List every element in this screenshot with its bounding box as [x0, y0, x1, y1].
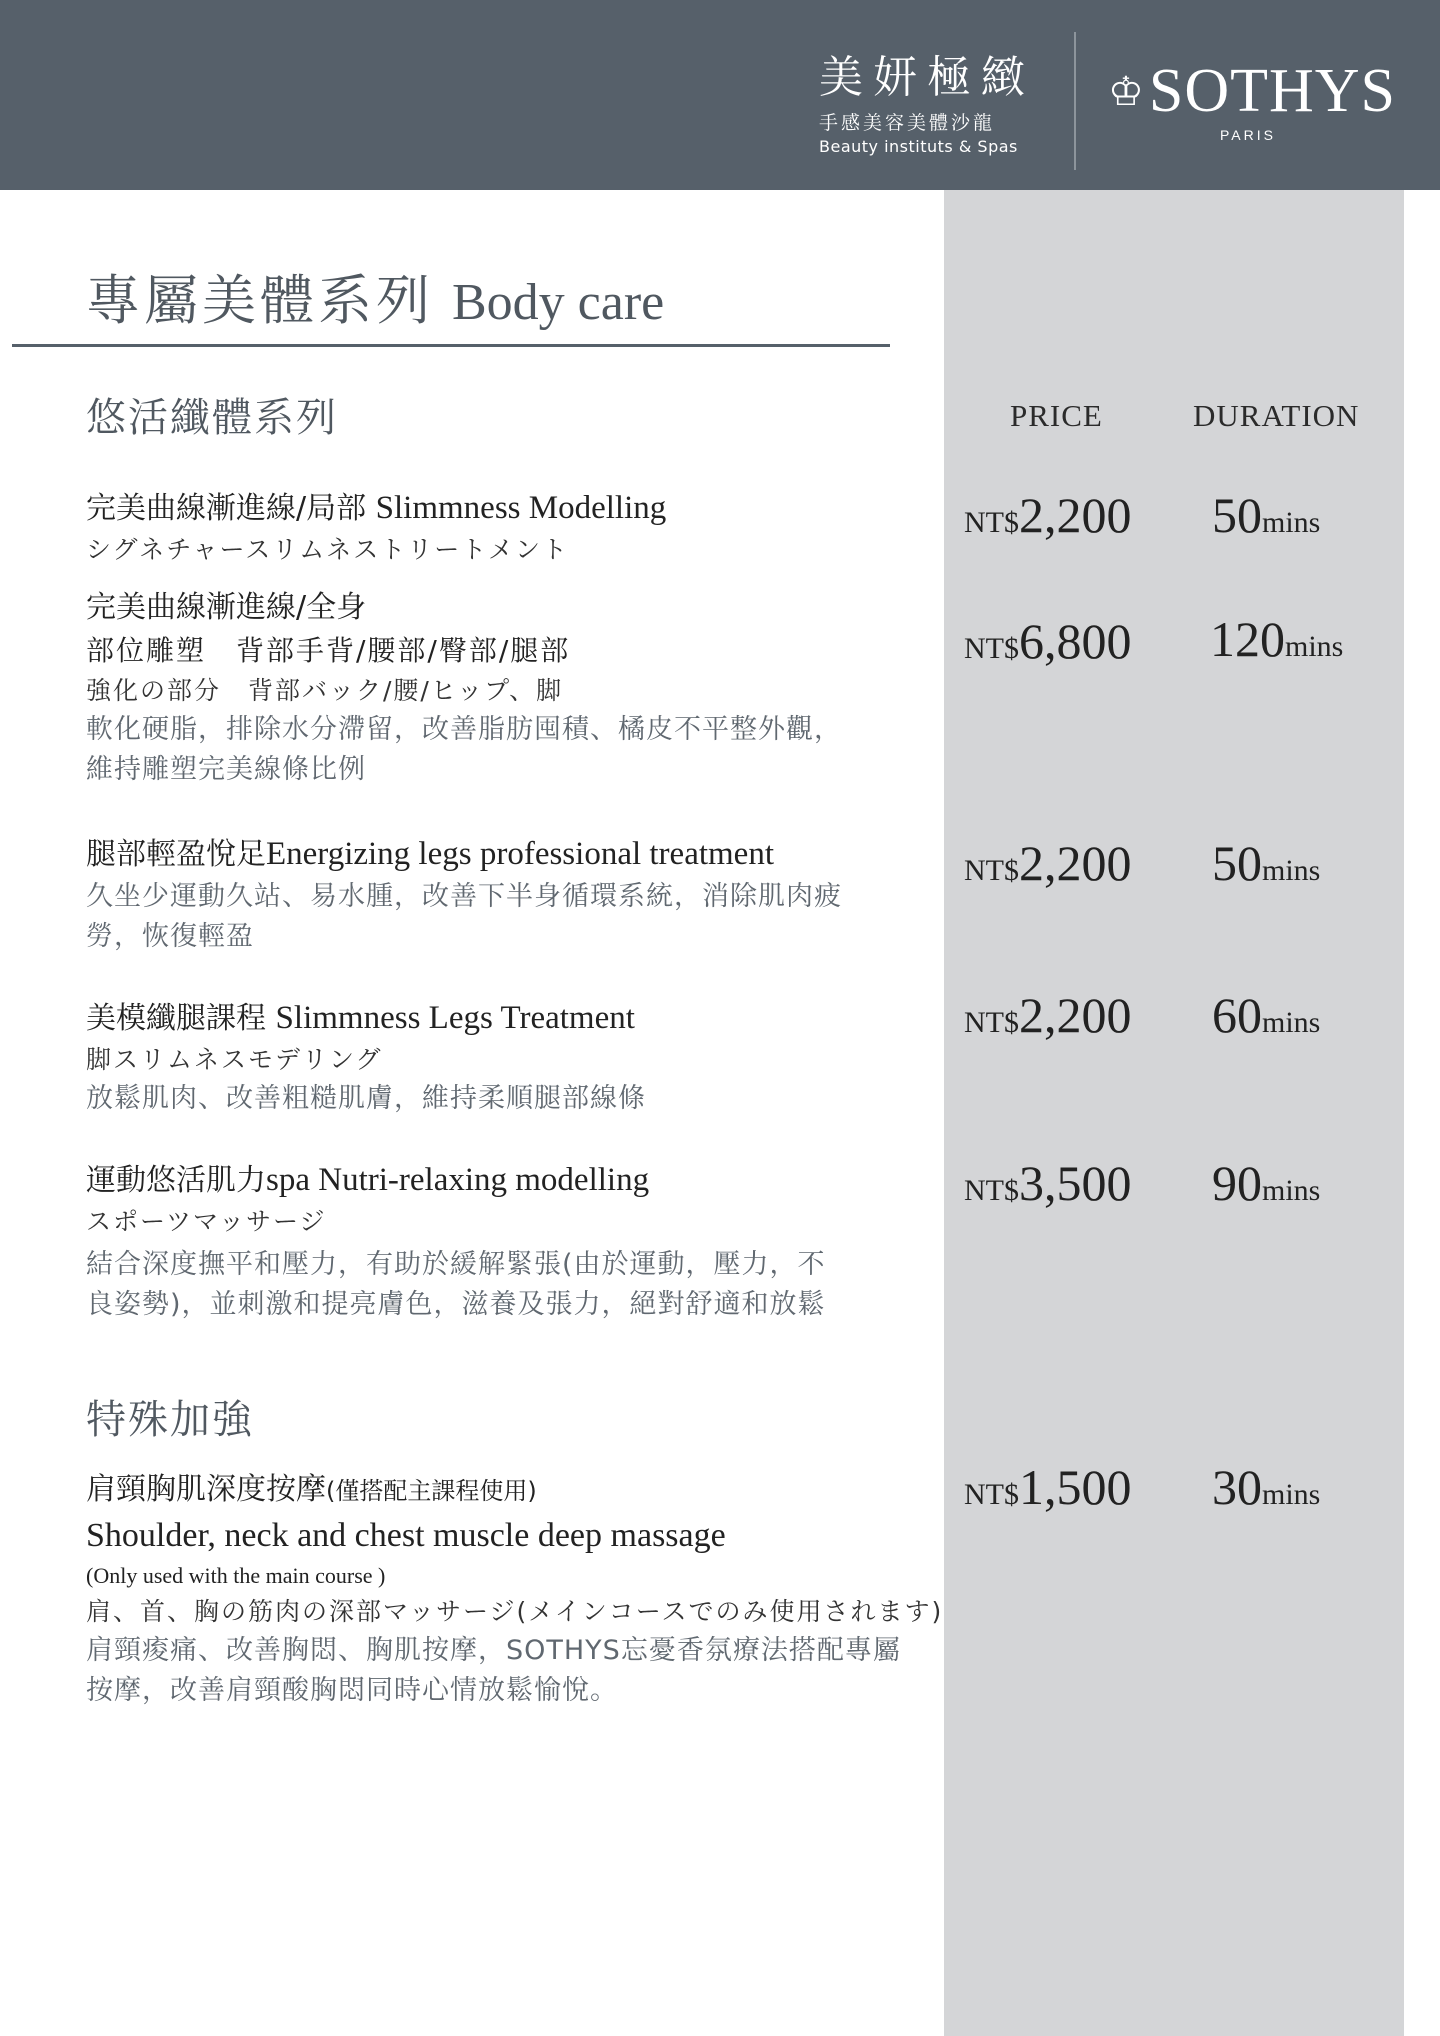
item-description: 按摩，改善肩頸酸胸悶同時心情放鬆愉悅。	[86, 1675, 618, 1706]
item-description: 良姿勢)，並刺激和提亮膚色，滋養及張力，絕對舒適和放鬆	[86, 1289, 826, 1320]
item-jp: シグネチャースリムネストリートメント	[86, 535, 570, 564]
item-title-zh: 肩頸胸肌深度按摩	[86, 1472, 326, 1507]
item-title-zh: 運動悠活肌力	[86, 1163, 266, 1198]
item-title-note: (僅搭配主課程使用)	[326, 1477, 537, 1505]
page-title-en: Body care	[452, 274, 665, 331]
logo-text: SOTHYS	[1148, 57, 1397, 125]
item-description: 勞，恢復輕盈	[86, 921, 254, 952]
brand-block	[819, 52, 1035, 156]
item-title-zh: 完美曲線漸進線/全身	[86, 590, 367, 625]
logo-subtext: PARIS	[1220, 127, 1276, 143]
sothys-logo	[1108, 58, 1396, 143]
item-price: NT$2,200	[964, 835, 1132, 891]
item-title-zh: 完美曲線漸進線/局部	[86, 491, 367, 526]
item-price: NT$1,500	[964, 1459, 1132, 1515]
item-duration: 30mins	[1212, 1459, 1321, 1515]
item-jp: 強化の部分 背部バック/腰/ヒップ、脚	[86, 676, 564, 705]
item-description: 久坐少運動久站、易水腫，改善下半身循環系統，消除肌肉疲	[86, 881, 842, 912]
item-duration: 90mins	[1212, 1155, 1321, 1211]
item-subtitle: 部位雕塑 背部手背/腰部/臀部/腿部	[86, 634, 571, 667]
header-bar	[0, 0, 1440, 190]
menu-item	[86, 1158, 946, 1325]
item-title-en: Slimmness Legs Treatment	[275, 1000, 635, 1036]
item-jp: 脚スリムネスモデリング	[86, 1045, 383, 1074]
sothys-emblem-icon: ♔	[1108, 69, 1145, 114]
item-price: NT$2,200	[964, 487, 1132, 543]
item-price: NT$2,200	[964, 987, 1132, 1043]
title-divider	[12, 344, 890, 347]
item-description: 肩頸痠痛、改善胸悶、胸肌按摩，SOTHYS忘憂香氛療法搭配專屬	[86, 1635, 901, 1666]
item-duration: 60mins	[1212, 987, 1321, 1043]
page-title	[86, 258, 664, 335]
menu-item	[86, 1468, 946, 1711]
item-price: NT$6,800	[964, 613, 1132, 669]
brand-english: Beauty instituts & Spas	[819, 137, 1018, 156]
item-title-en: Energizing legs professional treatment	[266, 836, 774, 872]
item-note-en: (Only used with the main course )	[86, 1563, 386, 1588]
brand-subtitle: 手感美容美體沙龍	[819, 112, 996, 134]
item-description: 維持雕塑完美線條比例	[86, 754, 366, 785]
duration-column-header: DURATION	[1193, 398, 1360, 433]
header-divider	[1074, 32, 1076, 170]
item-duration: 50mins	[1212, 835, 1321, 891]
menu-item	[86, 586, 946, 790]
item-title-en: spa Nutri-relaxing modelling	[266, 1162, 650, 1198]
section-title: 特殊加強	[86, 1397, 254, 1443]
item-title-zh: 腿部輕盈悅足	[86, 837, 266, 872]
item-jp: 肩、首、胸の筋肉の深部マッサージ(メインコースでのみ使用されます)	[86, 1597, 944, 1626]
item-description: 放鬆肌肉、改善粗糙肌膚，維持柔順腿部線條	[86, 1083, 646, 1114]
price-column-background	[944, 190, 1404, 2036]
item-price: NT$3,500	[964, 1155, 1132, 1211]
section-title: 悠活纖體系列	[86, 395, 338, 441]
page-title-zh: 專屬美體系列	[86, 269, 434, 332]
item-description: 軟化硬脂，排除水分滯留，改善脂肪囤積、橘皮不平整外觀，	[86, 714, 842, 745]
menu-item	[86, 832, 946, 957]
item-title-en: Shoulder, neck and chest muscle deep massage	[86, 1517, 726, 1554]
item-description: 結合深度撫平和壓力，有助於緩解緊張(由於運動，壓力，不	[86, 1249, 826, 1280]
price-column-header: PRICE	[1010, 398, 1103, 433]
item-title-en: Slimmness Modelling	[375, 490, 667, 526]
menu-item	[86, 486, 946, 569]
item-jp: スポーツマッサージ	[86, 1207, 327, 1236]
item-duration: 120mins	[1210, 611, 1344, 667]
brand-name: 美妍極緻	[819, 52, 1035, 103]
item-title-zh: 美模纖腿課程	[86, 1001, 266, 1036]
menu-item	[86, 996, 946, 1119]
item-duration: 50mins	[1212, 487, 1321, 543]
